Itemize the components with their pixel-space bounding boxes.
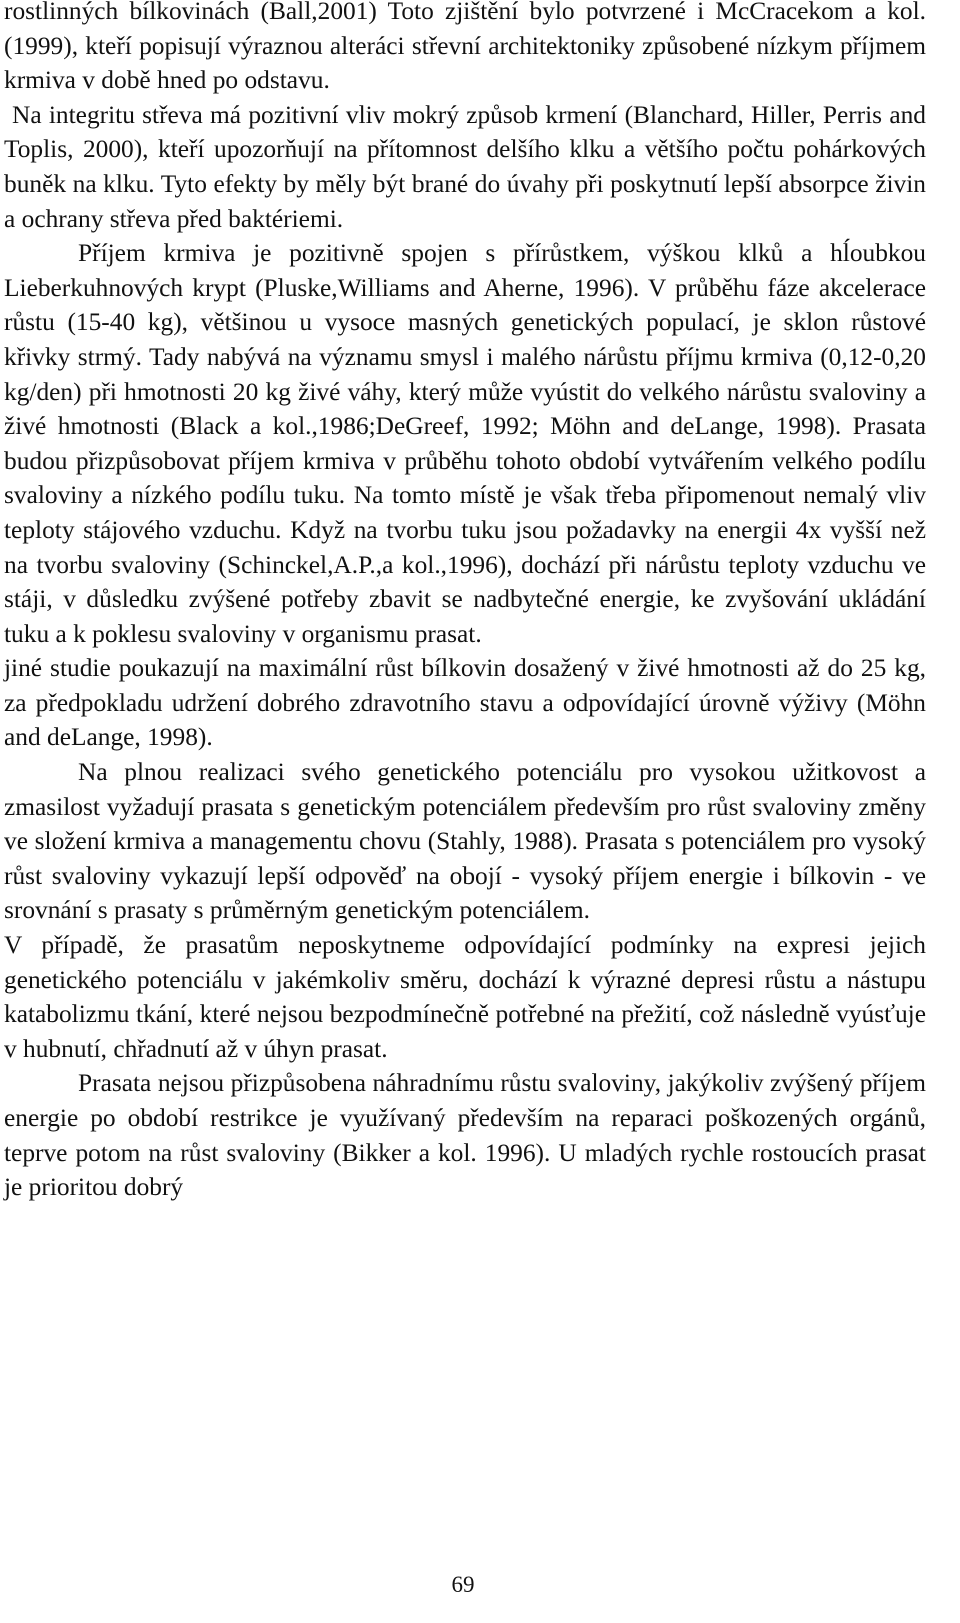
page-number: 69 [451,1572,475,1597]
paragraph-genetic-potential: Na plnou realizaci svého genetického potenciálu pro vysokou užitkovost a zmasilost vyžadují prasata s genetickým potenciálem především pro růst svaloviny změny ve složení krmiva a managementu chovu (Stahly, 1988). Prasata s potenciálem pro vysoký růst svaloviny vykazují lepší odpověď na obojí - vysoký příjem energie i bílkovin - ve srovnání s prasaty s průměrným genetickým potenciálem. [4,758,926,925]
paragraph-gut-integrity: Na integritu střeva má pozitivní vliv mokrý způsob krmení (Blanchard, Hiller, Perris and Toplis, 2000), kteří upozorňují na přítomnost delšího klku a většího počtu pohárkových buněk na klku. Tyto efekty by měly být brané do úvahy při poskytnutí lepší absorpce živin a ochrany střeva před baktériemi. [4,100,926,233]
document-page [4,0,926,1205]
paragraph-feed-intake: Příjem krmiva je pozitivně spojen s přírůstkem, výškou klků a hĺoubkou Lieberkuhnových krypt (Pluske,Williams and Aherne, 1996). V průběhu fáze akcelerace růstu (15-40 kg), většinou u vysoce masných genetických populací, je sklon růstové křivky strmý. Tady nabývá na významu smysl i malého nárůstu příjmu krmiva (0,12-0,20 kg/den) při hmotnosti 20 kg živé váhy, který může vyústit do velkého nárůstu svaloviny a živé hmotnosti (Black a kol.,1986;DeGreef, 1992; Möhn and deLange, 1998). Prasata budou přizpůsobovat příjem krmiva v průběhu tohoto období vytvářením velkého podílu svaloviny a nízkého podílu tuku. Na tomto místě je však třeba připomenout nemalý vliv teploty stájového vzduchu. Když na tvorbu tuku jsou požadavky na energii 4x vyšší než na tvorbu svaloviny (Schinckel,A.P.,a kol.,1996), dochází při nárůstu teploty vzduchu ve stáji, v důsledku zvýšené potřeby zbavit se nadbytečné energie, ke zvyšování ukládání tuku a k poklesu svaloviny v organismu prasat. [4,239,926,648]
paragraph-other-studies: jiné studie poukazují na maximální růst bílkovin dosažený v živé hmotnosti až do 25 kg, za předpokladu udržení dobrého zdravotního stavu a odpovídající úrovně výživy (Möhn and deLange, 1998). [4,654,926,752]
paragraph-compensatory-growth: Prasata nejsou přizpůsobena náhradnímu růstu svaloviny, jakýkoliv zvýšený příjem energie po období restrikce je využívaný především na reparaci poškozených orgánů, teprve potom na růst svaloviny (Bikker a kol. 1996). U mladých rychle rostoucích prasat je prioritou dobrý [4,1069,926,1202]
paragraph-continuation: rostlinných bílkovinách (Ball,2001) Toto zjištění bylo potvrzené i McCracekom a kol. (1999), kteří popisují výraznou alteráci střevní architektoniky způsobené nízkym příjmem krmiva v době hned po odstavu. [4,0,926,95]
paragraph-growth-depression: V případě, že prasatům neposkytneme odpovídající podmínky na expresi jejich genetického potenciálu v jakémkoliv směru, dochází k výrazné depresi růstu a nástupu katabolizmu tkání, které nejsou bezpodmínečně potřebné na přežití, což následně vyúsťuje v hubnutí, chřadnutí až v úhyn prasat. [4,931,926,1063]
